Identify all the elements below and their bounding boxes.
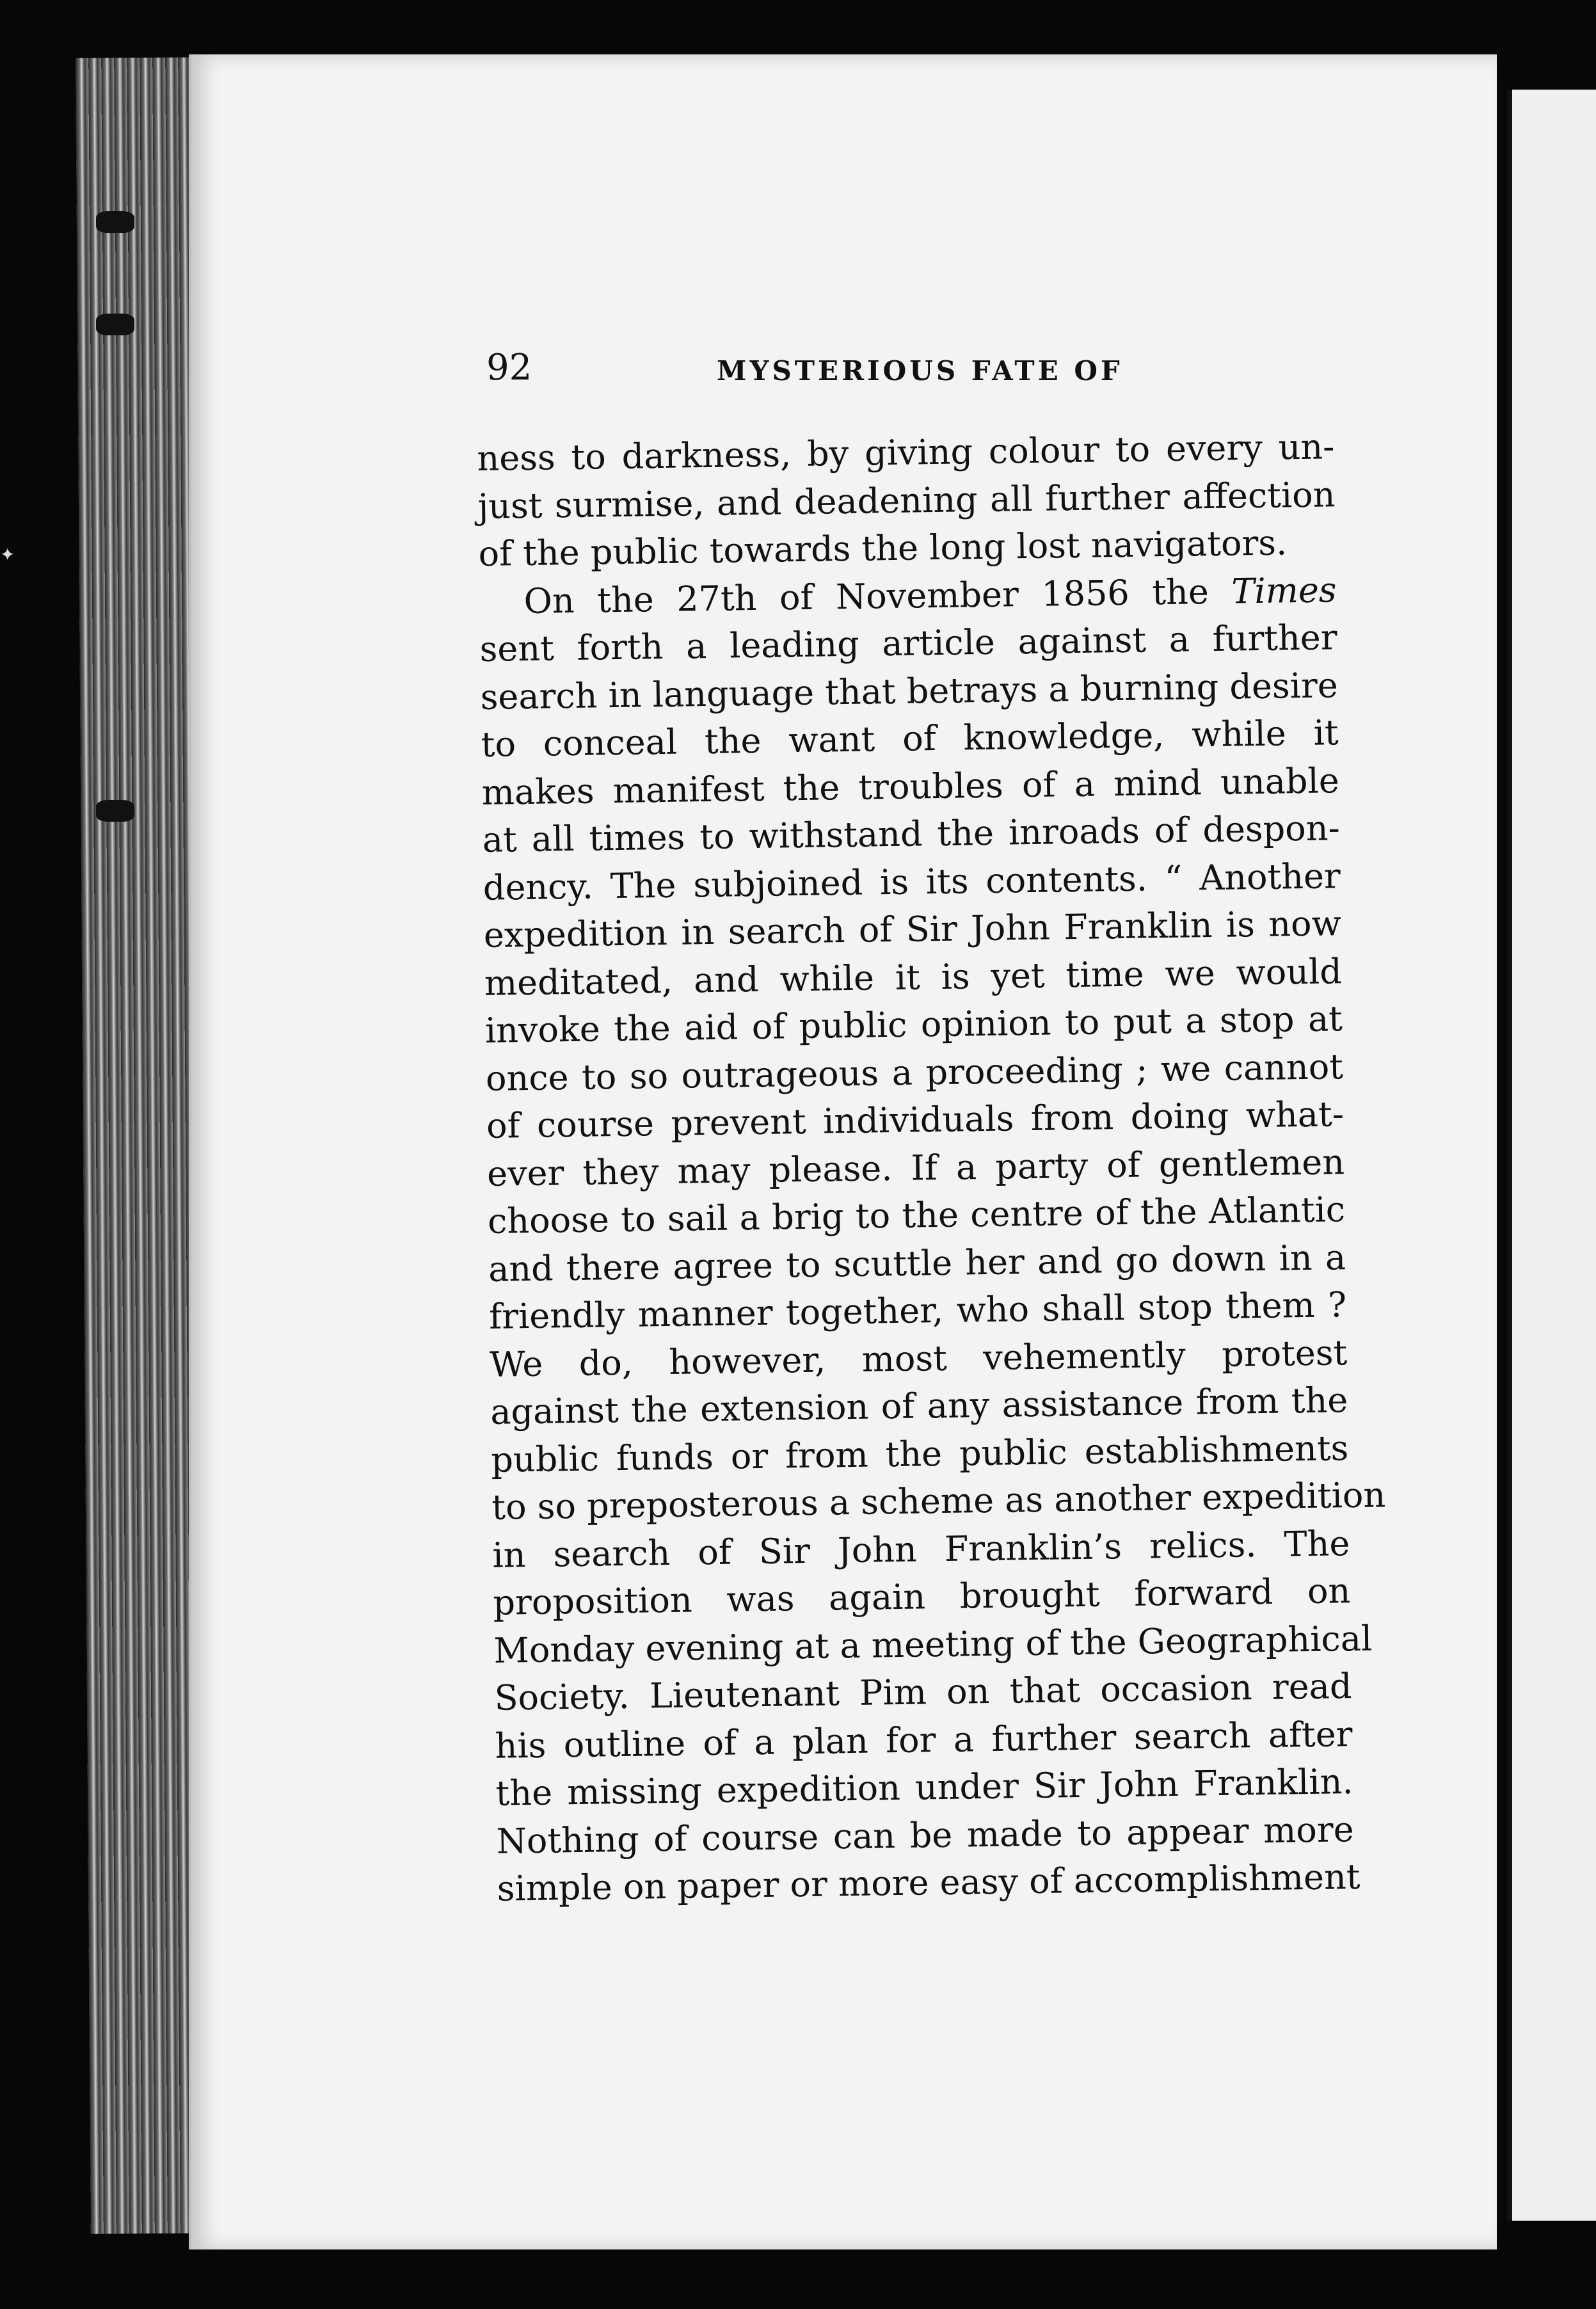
facing-page-edge bbox=[1507, 90, 1596, 2221]
edge-blot bbox=[96, 800, 134, 822]
scan-speck-icon: ✦ bbox=[0, 544, 15, 565]
page-header bbox=[486, 349, 1126, 394]
text-line: dency. The subjoined is its contents. “ Another bbox=[483, 855, 1341, 908]
text-line: of the public towards the long lost navigators. bbox=[478, 522, 1288, 574]
text-line: once to so outrageous a proceeding ; we cannot bbox=[485, 1046, 1344, 1099]
text-line: search in language that betrays a burning desire bbox=[480, 664, 1339, 717]
text-line: at all times to withstand the inroads of despon- bbox=[482, 808, 1341, 860]
text-line: Nothing of course can be made to appear more bbox=[496, 1809, 1354, 1862]
text-line: to conceal the want of knowledge, while it bbox=[481, 712, 1339, 765]
text-line: simple on paper or more easy of accomplishment bbox=[497, 1856, 1361, 1909]
text-line: Monday evening at a meeting of the Geographical bbox=[493, 1618, 1373, 1671]
text-line: to so preposterous a scheme as another expedition bbox=[491, 1474, 1386, 1528]
text-line: of course prevent individuals from doing what- bbox=[486, 1094, 1345, 1146]
newspaper-title: Times bbox=[1231, 569, 1337, 612]
text-line: ness to darkness, by giving colour to every un- bbox=[477, 426, 1335, 479]
text-line: friendly manner together, who shall stop them ? bbox=[488, 1284, 1347, 1337]
text-line: makes manifest the troubles of a mind unable bbox=[481, 760, 1340, 813]
page-number: 92 bbox=[486, 347, 532, 388]
text-line: the missing expedition under Sir John Franklin. bbox=[495, 1761, 1353, 1814]
text-line: against the extension of any assistance from the bbox=[490, 1380, 1348, 1432]
text-line: just surmise, and deadening all further affection bbox=[477, 474, 1336, 527]
times-line-text: On the 27th of November 1856 the Times bbox=[523, 569, 1337, 621]
text-line: sent forth a leading article against a further bbox=[479, 617, 1337, 669]
text-line: his outline of a plan for a further search after bbox=[495, 1713, 1353, 1766]
text-line: public funds or from the public establishments bbox=[490, 1427, 1349, 1480]
body-text bbox=[477, 423, 1386, 1913]
text-line: Society. Lieutenant Pim on that occasion read bbox=[494, 1666, 1352, 1718]
edge-blot bbox=[96, 211, 134, 233]
text-line: proposition was again brought forward on bbox=[493, 1570, 1351, 1623]
edge-blot bbox=[96, 314, 134, 335]
text-line: in search of Sir John Franklin’s relics. The bbox=[491, 1522, 1350, 1576]
text-line: invoke the aid of public opinion to put a stop at bbox=[484, 998, 1343, 1051]
text-line: ever they may please. If a party of gentlemen bbox=[486, 1141, 1345, 1194]
text-line: choose to sail a brig to the centre of the Atlantic bbox=[487, 1189, 1346, 1242]
text-line: and there agree to scuttle her and go down in a bbox=[488, 1236, 1346, 1290]
text-line: meditated, and while it is yet time we would bbox=[484, 950, 1343, 1003]
text-line: expedition in search of Sir John Franklin is now bbox=[483, 903, 1342, 955]
running-title: MYSTERIOUS FATE OF bbox=[717, 355, 1123, 387]
text-line: We do, however, most vehemently protest bbox=[489, 1332, 1348, 1385]
